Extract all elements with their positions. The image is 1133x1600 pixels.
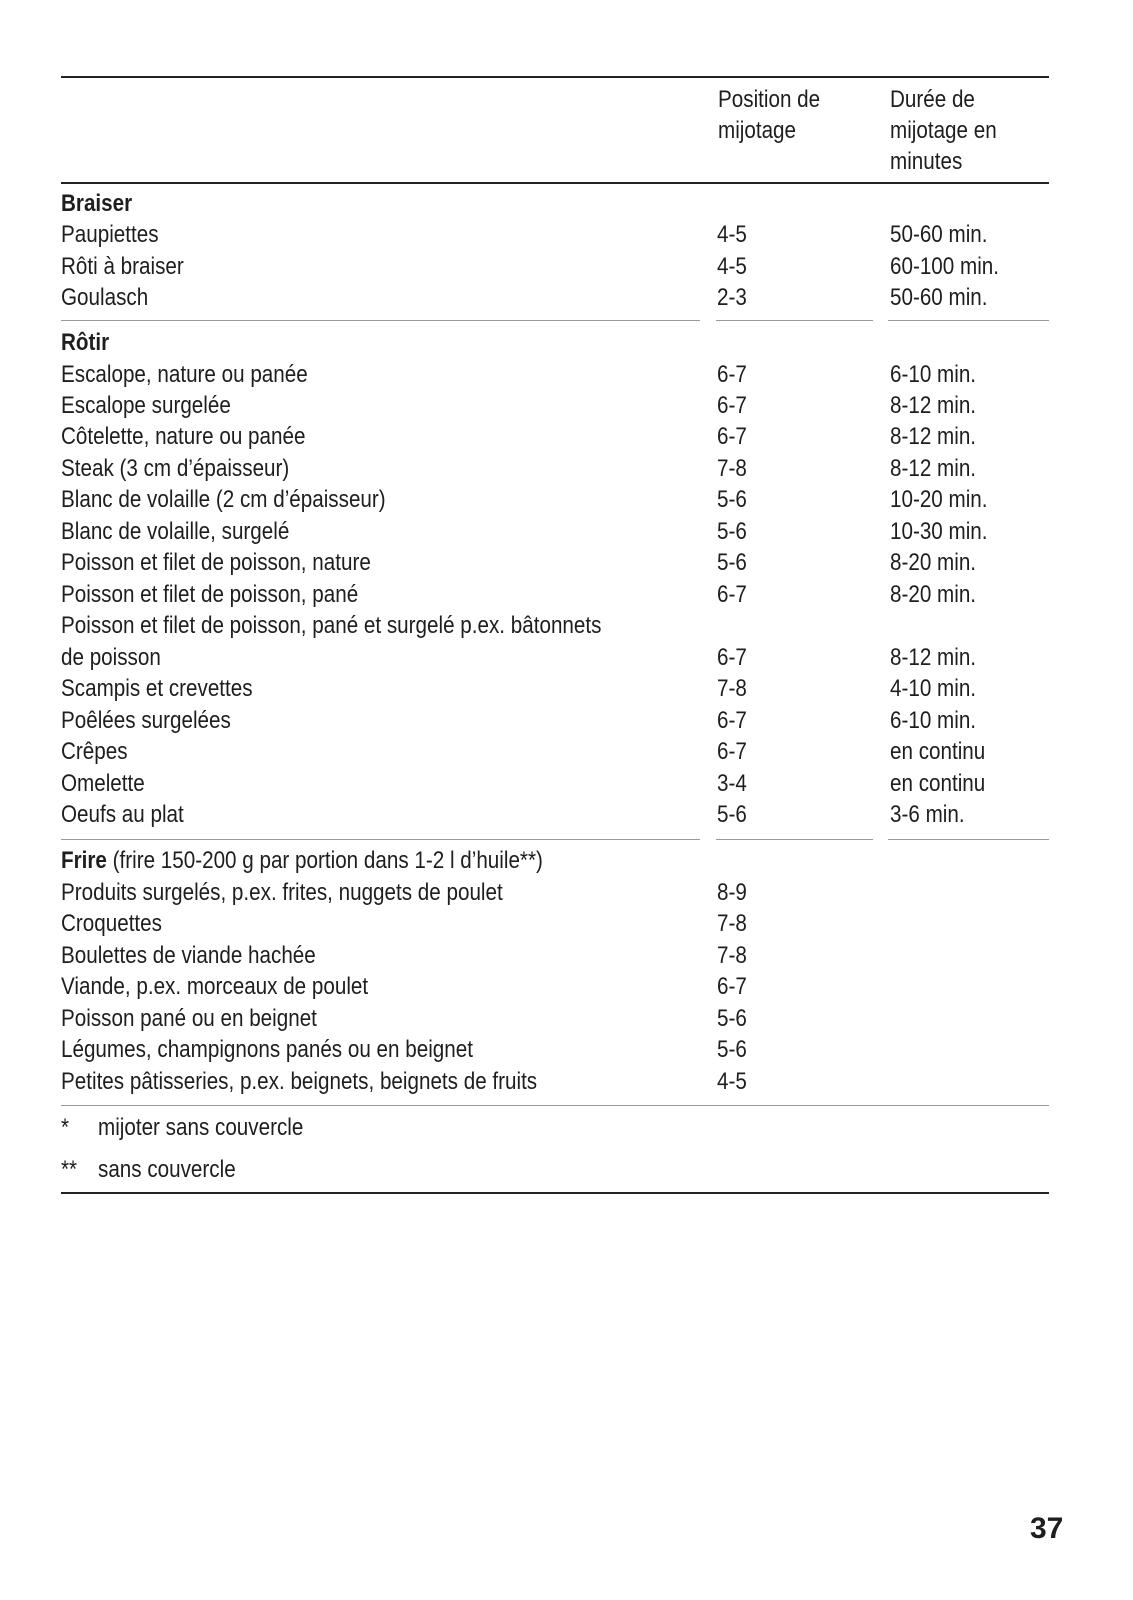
header-duration-line3: minutes — [890, 148, 963, 175]
table-top-rule — [61, 76, 1049, 78]
section-title-braiser: Braiser — [61, 190, 133, 217]
row-name: Oeufs au plat — [61, 801, 184, 828]
row-name: Côtelette, nature ou panée — [61, 423, 306, 450]
section-divider — [716, 320, 873, 321]
page-number: 37 — [1030, 1512, 1064, 1545]
row-name: Poisson et filet de poisson, nature — [61, 549, 371, 576]
row-name: Goulasch — [61, 284, 149, 311]
row-name: Produits surgelés, p.ex. frites, nuggets de poulet — [61, 879, 503, 906]
row-position: 7-8 — [717, 942, 747, 969]
row-position: 6-7 — [717, 973, 747, 1000]
row-duration: 8-12 min. — [890, 392, 977, 419]
row-duration: 10-30 min. — [890, 518, 988, 545]
row-duration: 50-60 min. — [890, 284, 988, 311]
row-position: 6-7 — [717, 392, 747, 419]
row-position: 6-7 — [717, 707, 747, 734]
row-duration: 8-20 min. — [890, 549, 977, 576]
row-position: 3-4 — [717, 770, 747, 797]
row-duration: 8-12 min. — [890, 455, 977, 482]
row-name: Petites pâtisseries, p.ex. beignets, beignets de fruits — [61, 1068, 538, 1095]
row-duration: 8-20 min. — [890, 581, 977, 608]
section-divider — [61, 839, 700, 840]
header-duration-line1: Durée de — [890, 86, 975, 113]
header-position-line2: mijotage — [718, 117, 797, 144]
row-name: Blanc de volaille, surgelé — [61, 518, 290, 545]
section-divider — [716, 839, 873, 840]
row-position: 4-5 — [717, 253, 747, 280]
row-position: 7-8 — [717, 675, 747, 702]
row-name: Escalope, nature ou panée — [61, 361, 308, 388]
section-divider — [888, 839, 1049, 840]
row-position: 4-5 — [717, 221, 747, 248]
section-title-rotir: Rôtir — [61, 329, 110, 356]
row-position: 5-6 — [717, 801, 747, 828]
row-name: Scampis et crevettes — [61, 675, 253, 702]
row-name: Crêpes — [61, 738, 128, 765]
header-bottom-rule — [61, 182, 1049, 184]
row-duration: 6-10 min. — [890, 361, 977, 388]
row-duration: 6-10 min. — [890, 707, 977, 734]
row-name: Boulettes de viande hachée — [61, 942, 316, 969]
row-name: Poêlées surgelées — [61, 707, 231, 734]
row-position: 7-8 — [717, 910, 747, 937]
row-duration: 4-10 min. — [890, 675, 977, 702]
row-name: Poisson et filet de poisson, pané et surgelé p.ex. bâtonnets — [61, 612, 602, 639]
row-position: 2-3 — [717, 284, 747, 311]
row-position: 6-7 — [717, 644, 747, 671]
section-title-frire: Frire — [61, 847, 107, 874]
row-name: Poisson pané ou en beignet — [61, 1005, 317, 1032]
footnote-mark: ** — [61, 1156, 78, 1183]
table-bottom-rule — [61, 1192, 1049, 1194]
row-position: 6-7 — [717, 361, 747, 388]
row-duration: 8-12 min. — [890, 423, 977, 450]
row-position: 5-6 — [717, 486, 747, 513]
row-name-continued: de poisson — [61, 644, 161, 671]
row-position: 6-7 — [717, 738, 747, 765]
row-position: 7-8 — [717, 455, 747, 482]
section-divider — [888, 320, 1049, 321]
row-name: Viande, p.ex. morceaux de poulet — [61, 973, 369, 1000]
row-name: Légumes, champignons panés ou en beignet — [61, 1036, 473, 1063]
row-position: 5-6 — [717, 1036, 747, 1063]
row-name: Omelette — [61, 770, 145, 797]
footnote-mark: * — [61, 1114, 70, 1141]
row-duration: 50-60 min. — [890, 221, 988, 248]
footnote-text: mijoter sans couvercle — [98, 1114, 304, 1141]
row-duration: 8-12 min. — [890, 644, 977, 671]
row-name: Blanc de volaille (2 cm d’épaisseur) — [61, 486, 386, 513]
row-position: 5-6 — [717, 1005, 747, 1032]
row-duration: 60-100 min. — [890, 253, 1000, 280]
header-duration-line2: mijotage en — [890, 117, 997, 144]
row-position: 8-9 — [717, 879, 747, 906]
footnote-text: sans couvercle — [98, 1156, 236, 1183]
row-name: Croquettes — [61, 910, 162, 937]
row-name: Rôti à braiser — [61, 253, 184, 280]
row-duration: en continu — [890, 770, 986, 797]
section-title-frire-line — [61, 845, 543, 877]
row-name: Steak (3 cm d’épaisseur) — [61, 455, 290, 482]
row-position: 5-6 — [717, 549, 747, 576]
row-position: 6-7 — [717, 581, 747, 608]
section-title-note: (frire 150-200 g par portion dans 1-2 l d’huile**) — [112, 847, 543, 874]
row-name: Escalope surgelée — [61, 392, 231, 419]
row-duration: 3-6 min. — [890, 801, 965, 828]
row-name: Poisson et filet de poisson, pané — [61, 581, 359, 608]
section-divider — [61, 320, 700, 321]
header-position-line1: Position de — [718, 86, 821, 113]
row-name: Paupiettes — [61, 221, 159, 248]
footnote-divider — [61, 1105, 1049, 1106]
row-position: 5-6 — [717, 518, 747, 545]
row-position: 4-5 — [717, 1068, 747, 1095]
row-position: 6-7 — [717, 423, 747, 450]
row-duration: en continu — [890, 738, 986, 765]
row-duration: 10-20 min. — [890, 486, 988, 513]
